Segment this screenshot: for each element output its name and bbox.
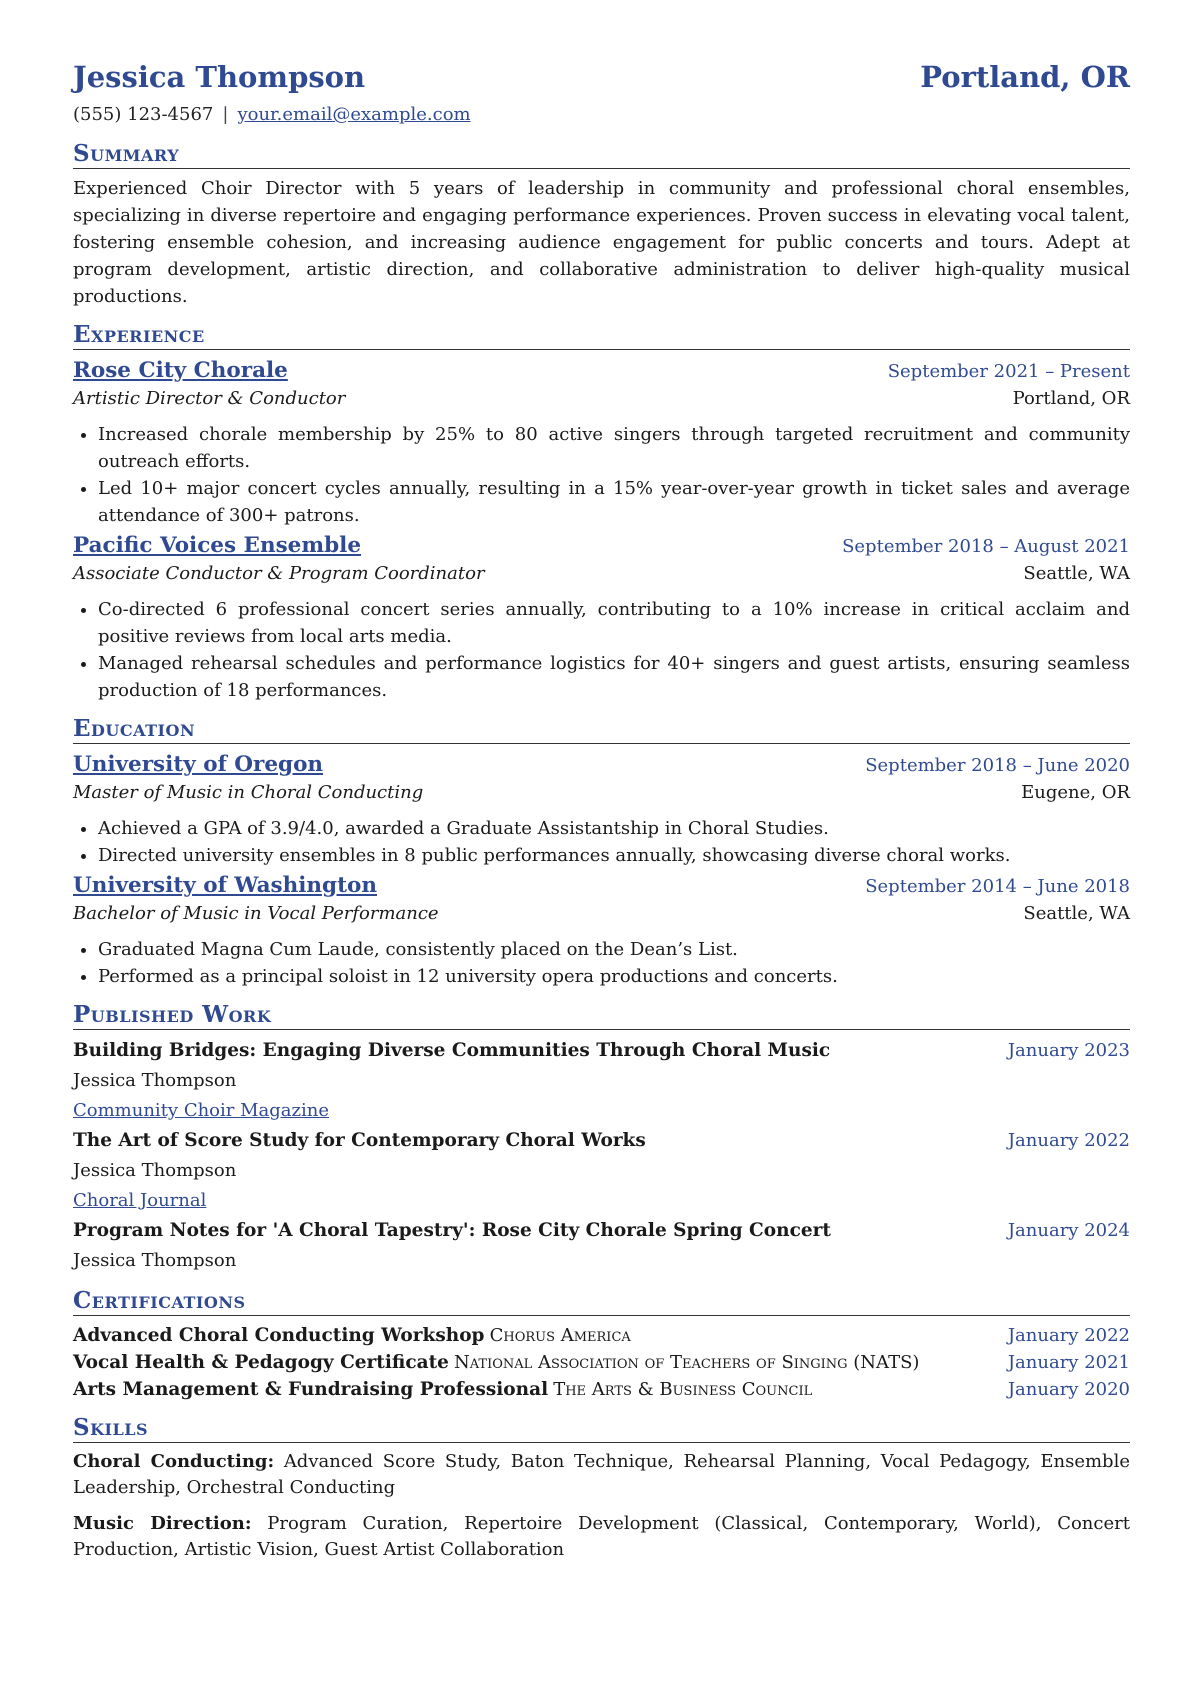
bullet-item: • Co-directed 6 professional concert series annually, contributing to a 10% increase in critical acclaim and positive reviews from local arts media. <box>98 596 1130 650</box>
section-title-summary: Summary <box>73 139 1130 169</box>
skill-category: Music Direction: <box>73 1513 252 1534</box>
school-link[interactable]: University of Washington <box>73 873 377 898</box>
bullet-item: • Led 10+ major concert cycles annually, resulting in a 15% year-over-year growth in ticket sales and average attendance of 300+ patrons. <box>98 475 1130 529</box>
certification-date: January 2020 <box>1007 1379 1130 1400</box>
publication-title: Building Bridges: Engaging Diverse Communities Through Choral Music <box>73 1040 831 1061</box>
certifications-section <box>73 1286 1130 1403</box>
phone-number: (555) 123-4567 <box>73 104 214 125</box>
skill-entry <box>73 1511 1130 1563</box>
certification-entry <box>73 1322 1130 1349</box>
skills-section <box>73 1413 1130 1563</box>
publication-author: Jessica Thompson <box>73 1070 237 1091</box>
contact-line <box>73 104 1130 125</box>
entry-role: Artistic Director & Conductor <box>73 388 346 409</box>
publication-author: Jessica Thompson <box>73 1160 237 1181</box>
degree: Bachelor of Music in Vocal Performance <box>73 903 439 924</box>
publication-title: The Art of Score Study for Contemporary Choral Works <box>73 1130 646 1151</box>
bullet-item: • Managed rehearsal schedules and performance logistics for 40+ singers and guest artists, ensuring seamless production of 18 performances. <box>98 650 1130 704</box>
publication-author: Jessica Thompson <box>73 1250 237 1271</box>
certification-date: January 2021 <box>1007 1352 1130 1373</box>
entry-bullets <box>73 421 1130 529</box>
entry-dates: September 2018 – June 2020 <box>865 755 1130 776</box>
certification-name: Advanced Choral Conducting Workshop <box>73 1325 485 1346</box>
certification-date: January 2022 <box>1007 1325 1130 1346</box>
certification-name: Arts Management & Fundraising Professional <box>73 1379 549 1400</box>
certification-entry <box>73 1349 1130 1376</box>
section-title-experience: Experience <box>73 320 1130 350</box>
entry-bullets <box>73 936 1130 990</box>
org-link[interactable]: Pacific Voices Ensemble <box>73 533 361 558</box>
org-link[interactable]: Rose City Chorale <box>73 358 288 383</box>
education-entry <box>73 750 1130 869</box>
bullet-item: • Graduated Magna Cum Laude, consistently placed on the Dean’s List. <box>98 936 1130 963</box>
bullet-item: • Directed university ensembles in 8 public performances annually, showcasing diverse choral works. <box>98 842 1130 869</box>
certification-issuer: National Association of Teachers of Singing (NATS) <box>454 1352 920 1373</box>
publication-entry <box>73 1216 1130 1276</box>
degree: Master of Music in Choral Conducting <box>73 782 424 803</box>
experience-section <box>73 320 1130 704</box>
school-link[interactable]: University of Oregon <box>73 752 324 777</box>
education-section <box>73 714 1130 990</box>
bullet-item: • Performed as a principal soloist in 12 university opera productions and concerts. <box>98 963 1130 990</box>
publication-venue-link[interactable]: Community Choir Magazine <box>73 1100 329 1121</box>
bullet-item: • Increased chorale membership by 25% to 80 active singers through targeted recruitment and community outreach efforts. <box>98 421 1130 475</box>
candidate-name: Jessica Thompson <box>73 60 366 94</box>
experience-entry <box>73 356 1130 529</box>
entry-dates: September 2021 – Present <box>887 361 1130 382</box>
header <box>73 60 1130 94</box>
entry-location: Seattle, WA <box>1023 563 1130 584</box>
entry-location: Eugene, OR <box>1021 782 1130 803</box>
bullet-item: • Achieved a GPA of 3.9/4.0, awarded a Graduate Assistantship in Choral Studies. <box>98 815 1130 842</box>
skill-list: Advanced Score Study, Baton Technique, Rehearsal Planning, Vocal Pedagogy, Ensemble Leadership, Orchestral Conducting <box>73 1451 1130 1498</box>
published-section <box>73 1000 1130 1276</box>
section-title-published: Published Work <box>73 1000 1130 1030</box>
entry-dates: September 2018 – August 2021 <box>842 536 1130 557</box>
education-entry <box>73 871 1130 990</box>
publication-date: January 2024 <box>1007 1220 1130 1241</box>
publication-entry <box>73 1036 1130 1126</box>
contact-separator: | <box>222 104 229 125</box>
experience-entry <box>73 531 1130 704</box>
section-title-skills: Skills <box>73 1413 1130 1443</box>
skill-entry <box>73 1449 1130 1501</box>
certification-name: Vocal Health & Pedagogy Certificate <box>73 1352 449 1373</box>
publication-title: Program Notes for 'A Choral Tapestry': Rose City Chorale Spring Concert <box>73 1220 831 1241</box>
skill-list: Program Curation, Repertoire Development (Classical, Contemporary, World), Concert Production, Artistic Vision, Guest Artist Collaboration <box>73 1513 1130 1560</box>
entry-dates: September 2014 – June 2018 <box>865 876 1130 897</box>
entry-location: Portland, OR <box>1012 388 1130 409</box>
publication-entry <box>73 1126 1130 1216</box>
certification-issuer: Chorus America <box>489 1325 631 1346</box>
summary-section <box>73 139 1130 310</box>
section-title-certifications: Certifications <box>73 1286 1130 1316</box>
entry-location: Seattle, WA <box>1023 903 1130 924</box>
section-title-education: Education <box>73 714 1130 744</box>
publication-date: January 2022 <box>1007 1130 1130 1151</box>
certification-entry <box>73 1376 1130 1403</box>
candidate-location: Portland, OR <box>920 60 1130 94</box>
entry-role: Associate Conductor & Program Coordinator <box>73 563 485 584</box>
certification-issuer: The Arts & Business Council <box>553 1379 813 1400</box>
publication-venue-link[interactable]: Choral Journal <box>73 1190 207 1211</box>
email-link[interactable]: your.email@example.com <box>237 104 471 125</box>
summary-text: Experienced Choir Director with 5 years of leadership in community and professional choral ensembles, specializing in diverse repertoire and engaging performance experiences. Proven success in elevating vocal talent, fostering ensemble cohesion, and increasing audience engagement for public concerts and tours. Adept at program development, artistic direction, and collaborative administration to deliver high-quality musical productions. <box>73 178 1130 307</box>
entry-bullets <box>73 815 1130 869</box>
publication-date: January 2023 <box>1007 1040 1130 1061</box>
entry-bullets <box>73 596 1130 704</box>
skill-category: Choral Conducting: <box>73 1451 275 1472</box>
